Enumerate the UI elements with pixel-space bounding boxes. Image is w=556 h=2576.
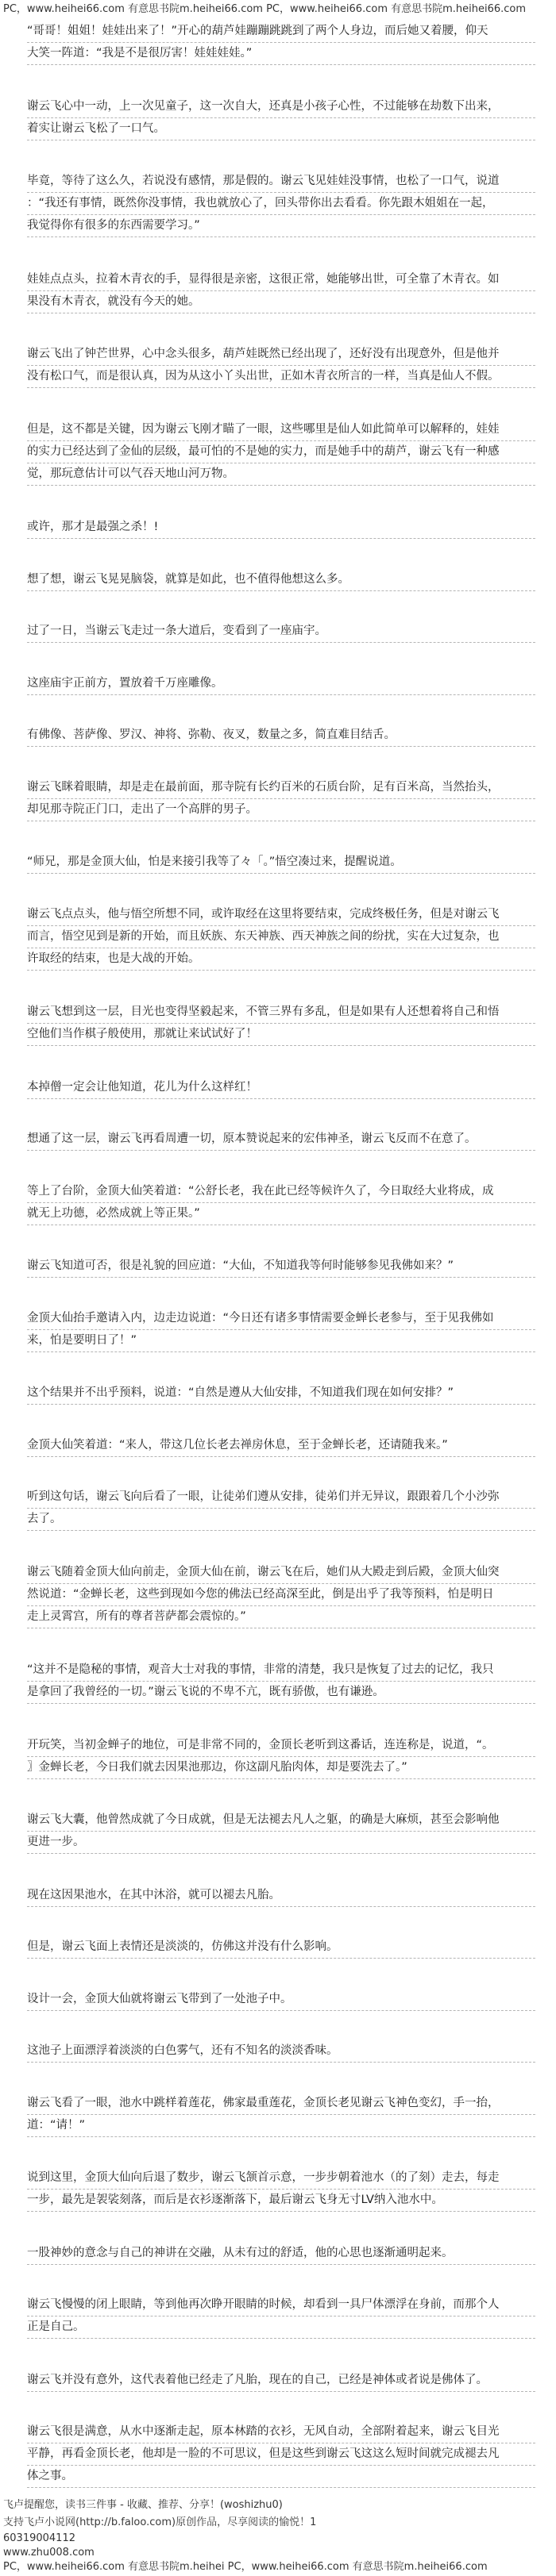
paragraph	[27, 21, 535, 67]
paragraph	[27, 171, 535, 239]
paragraph-line: 谢云飞慢慢的闭上眼睛，等到他再次睁开眼睛的时候，却看到一具尸体漂浮在身前，而那个人	[27, 2294, 535, 2316]
paragraph-line: 开玩笑，当初金蝉子的地位，可是非常不同的，金顶长老听到这番话，连连称是，说道，“。	[27, 1735, 535, 1757]
paragraph-line: 但是，谢云飞面上表情还是淡淡的，仿佛这并没有什么影响。	[27, 1936, 535, 1959]
paragraph	[27, 2370, 535, 2393]
paragraph-line: 谢云飞知道可否，很是礼貌的回应道：“大仙，不知道我等何时能够参见我佛如来？”	[27, 1255, 535, 1278]
paragraph-line: 金顶大仙抬手邀请入内，边走边说道：“今日还有诸多事情需要金蝉长老参与，至于见我佛如	[27, 1308, 535, 1330]
paragraph-line: 谢云飞看了一眼，池水中跳样着莲花，佛家最重莲花，金顶长老见谢云飞神色变幻，手一抬，	[27, 2093, 535, 2115]
paragraph-line: “哥哥！姐姐！娃娃出来了！”开心的葫芦娃蹦蹦跳跳到了两个人身边，而后她又着腰，仰天	[27, 21, 535, 43]
footer-site[interactable]: www.zhu008.com	[3, 2547, 95, 2559]
paragraph	[27, 1659, 535, 1705]
paragraph-line: 这个结果并不出乎预料，说道：“自然是遵从大仙安排，不知道我们现在如何安排？”	[27, 1382, 535, 1405]
paragraph-line: 金顶大仙笑着道：“来人，带这几位长老去禅房休息，至于金蝉长老，还请随我来。”	[27, 1435, 535, 1457]
paragraph	[27, 1809, 535, 1855]
paragraph-line: 设计一会，金顶大仙就将谢云飞带到了一处池子中。	[27, 1989, 535, 2011]
paragraph	[27, 673, 535, 697]
footer-code: 60319004112	[3, 2532, 75, 2544]
paragraph	[27, 344, 535, 390]
paragraph	[27, 725, 535, 748]
paragraph	[27, 269, 535, 315]
paragraph	[27, 1435, 535, 1459]
paragraph-line: 谢云飞很是满意，从水中逐渐走起，原本林踏的衣衫，无风自动，全部附着起来，谢云飞目光	[27, 2421, 535, 2443]
paragraph-line: “师兄，那是金顶大仙，怕是来接引我等了々「。”悟空凑过来，提醒说道。	[27, 852, 535, 874]
paragraph-line: 是拿回了我曾经的一切。”谢云飞说的不卑不亢，既有骄傲，也有谦逊。	[27, 1682, 535, 1704]
paragraph	[27, 2093, 535, 2139]
paragraph	[27, 1562, 535, 1630]
paragraph-line: 觉，那玩意估计可以气吞天地山河万物。	[27, 463, 535, 486]
paragraph-line: 一股神妙的意念与自己的神讲在交融，从未有过的舒适，他的心思也逐渐通明起来。	[27, 2243, 535, 2265]
paragraph-line: 谢云飞点点头，他与悟空所想不同，或许取经在这里将要结束，完成终极任务，但是对谢云飞	[27, 904, 535, 926]
paragraph	[27, 419, 535, 487]
paragraph	[27, 2040, 535, 2064]
footer-watermark: PC，www.heihei66.com 有意思书院m.heihei PC，www.heihei66.com 有意思书院m.heihei66.com	[3, 2561, 488, 2573]
paragraph-line: “这并不是隐秘的事情，观音大士对我的事情，非常的清楚，我只是恢复了过去的记忆，我只	[27, 1659, 535, 1682]
paragraph-line: ：“我还有事情，既然你没事情，我也就放心了，回头带你出去看看。你先跟木姐姐在一起，	[27, 193, 535, 215]
paragraph-line: 而言，悟空见到是新的开始，而且妖族、东天神族、西天神族之间的纷扰，实在大过复杂，也	[27, 926, 535, 948]
paragraph	[27, 852, 535, 875]
paragraph	[27, 1002, 535, 1048]
paragraph-line: 正是自己。	[27, 2316, 535, 2339]
paragraph-line: 然说道：“金蝉长老，这些到现如今您的佛法已经高深至此，倒是出乎了我等预料，怕是明日	[27, 1584, 535, 1606]
paragraph	[27, 1308, 535, 1354]
paragraph-line: 谢云飞随着金顶大仙向前走，金顶大仙在前，谢云飞在后，她们从大殿走到后殿，金顶大仙突	[27, 1562, 535, 1584]
paragraph-line: 道：“请！”	[27, 2115, 535, 2137]
paragraph-line: 就无上功德，必然成就上等正果。”	[27, 1203, 535, 1225]
paragraph-line: 没有松口气，而是很认真，因为从这小丫头出世，正如木青衣所言的一样，当真是仙人不假。	[27, 366, 535, 388]
paragraph-line: 毕竟，等待了这么久，若说没有感情，那是假的。谢云飞见娃娃没事情，也松了一口气，说道	[27, 171, 535, 193]
paragraph-line: 但是，这不都是关键，因为谢云飞刚才瞄了一眼，这些哪里是仙人如此简单可以解释的，娃娃	[27, 419, 535, 441]
footer-support-link[interactable]: 支持飞卢小说网(http://b.faloo.com)原创作品，尽享阅读的愉悦！1	[3, 2516, 317, 2528]
paragraph-line: 走上灵霄宫，所有的尊者菩萨都会震惊的。”	[27, 1606, 535, 1628]
paragraph	[27, 1885, 535, 1909]
paragraph-line: 〗金蝉长老，今日我们就去因果池那边，你这副凡胎肉体，却是要洗去了。”	[27, 1757, 535, 1779]
paragraph	[27, 621, 535, 644]
paragraph-line: 果没有木青衣，就没有今天的她。	[27, 291, 535, 313]
paragraph-line: 的实力已经达到了金仙的层级，最可怕的不是她的实力，而是她手中的葫芦，谢云飞有一种感	[27, 441, 535, 463]
paragraph-line: 却见那寺院正门口，走出了一个高胖的男子。	[27, 799, 535, 821]
paragraph-line: 谢云飞大囊，他曾然成就了今日成就，但是无法褪去凡人之躯，的确是大麻烦，甚至会影响他	[27, 1809, 535, 1832]
paragraph-line: 这池子上面漂浮着淡淡的白色雾气，还有不知名的淡淡香味。	[27, 2040, 535, 2063]
footer-promo: 飞卢提醒您，读书三件事 - 收藏、推荐、分享！(woshizhu0)	[3, 2499, 283, 2511]
paragraph	[27, 1077, 535, 1101]
paragraph-line: 这座庙宇正前方，置放着千万座雕像。	[27, 673, 535, 695]
paragraph-line: 谢云飞出了钟芒世界，心中念头很多，葫芦娃既然已经出现了，还好没有出现意外，但是他并	[27, 344, 535, 366]
paragraph-line: 听到这句话，谢云飞向后看了一眼，让徒弟们遵从安排，徒弟们并无异议，跟跟着几个小沙弥	[27, 1486, 535, 1509]
paragraph	[27, 777, 535, 823]
paragraph-line: 大笑一阵道：“我是不是很厉害！娃娃娃娃。”	[27, 43, 535, 65]
paragraph	[27, 1486, 535, 1532]
paragraph-line: 有佛像、菩萨像、罗汉、神将、弥勒、夜叉，数量之多，简直难目结舌。	[27, 725, 535, 747]
paragraph	[27, 904, 535, 972]
paragraph-line: 等上了台阶，金顶大仙笑着道：“公舒长老，我在此已经等候许久了，今日取经大业将成，成	[27, 1181, 535, 1203]
paragraph	[27, 1936, 535, 1960]
paragraph	[27, 1382, 535, 1406]
paragraph	[27, 517, 535, 540]
paragraph-line: 想了想，谢云飞晃晃脑袋，就算是如此，也不值得他想这么多。	[27, 569, 535, 591]
paragraph-line: 现在这因果池水，在其中沐浴，就可以褪去凡胎。	[27, 1885, 535, 1907]
paragraph-line: 许取经的结束，也是大战的开始。	[27, 948, 535, 971]
paragraph-line: 本掉僧一定会让他知道，花儿为什么这样红！	[27, 1077, 535, 1099]
paragraph	[27, 96, 535, 142]
paragraph-line: 更进一步。	[27, 1832, 535, 1854]
paragraph	[27, 569, 535, 593]
paragraph-line: 空他们当作棋子般使用，那就让来试试好了！	[27, 1024, 535, 1046]
paragraph-line: 体之事。	[27, 2466, 535, 2488]
paragraph-line: 着实让谢云飞松了一口气。	[27, 118, 535, 140]
paragraph-line: 谢云飞心中一动，上一次见童子，这一次自大，还真是小孩子心性，不过能够在劫数下出来，	[27, 96, 535, 118]
paragraph-line: 娃娃点点头，拉着木青衣的手，显得很是亲密，这很正常，她能够出世，可全靠了木青衣。如	[27, 269, 535, 291]
paragraph-line: 或许，那才是最强之杀！!	[27, 517, 535, 539]
paragraph-line: 谢云飞想到这一层，目光也变得坚毅起来，不管三界有多乱，但是如果有人还想着将自己和悟	[27, 1002, 535, 1024]
paragraph-line: 说到这里，金顶大仙向后退了数步，谢云飞颔首示意，一步步朝着池水（的了刻）走去，每走	[27, 2167, 535, 2190]
paragraph	[27, 1735, 535, 1781]
paragraph-line: 想通了这一层，谢云飞再看周遭一切，原本赞说起来的宏伟神圣，谢云飞反而不在意了。	[27, 1128, 535, 1151]
paragraph	[27, 1255, 535, 1279]
paragraph	[27, 1181, 535, 1227]
paragraph	[27, 2294, 535, 2340]
paragraph	[27, 1989, 535, 2013]
paragraph-line: 去了。	[27, 1509, 535, 1531]
paragraph	[27, 2167, 535, 2213]
paragraph	[27, 1128, 535, 1152]
paragraph-line: 来，怕是要明日了！”	[27, 1330, 535, 1352]
paragraph	[27, 2421, 535, 2489]
paragraph-line: 平静，再看金顶长老，他却是一脸的不可思议，但是这些到谢云飞这这么短时间就完成褪去凡	[27, 2443, 535, 2466]
paragraph-line: 过了一日，当谢云飞走过一条大道后，变看到了一座庙宇。	[27, 621, 535, 643]
paragraph-line: 谢云飞并没有意外，这代表着他已经走了凡胎，现在的自己，已经是神体或者说是佛体了。	[27, 2370, 535, 2392]
paragraph-line: 我觉得你有很多的东西需要学习。”	[27, 215, 535, 237]
paragraph-line: 一步，最先是袈裟刻落，而后是衣衫逐渐落下，最后谢云飞身无寸LV纳入池水中。	[27, 2190, 535, 2212]
paragraph-line: 谢云飞眯着眼睛，却是走在最前面，那寺院有长约百米的石质台阶，足有百米高，当然抬头，	[27, 777, 535, 799]
header-watermark: PC，www.heihei66.com 有意思书院m.heihei66.com PC，www.heihei66.com 有意思书院m.heihei66.com	[3, 3, 527, 15]
paragraph	[27, 2243, 535, 2266]
